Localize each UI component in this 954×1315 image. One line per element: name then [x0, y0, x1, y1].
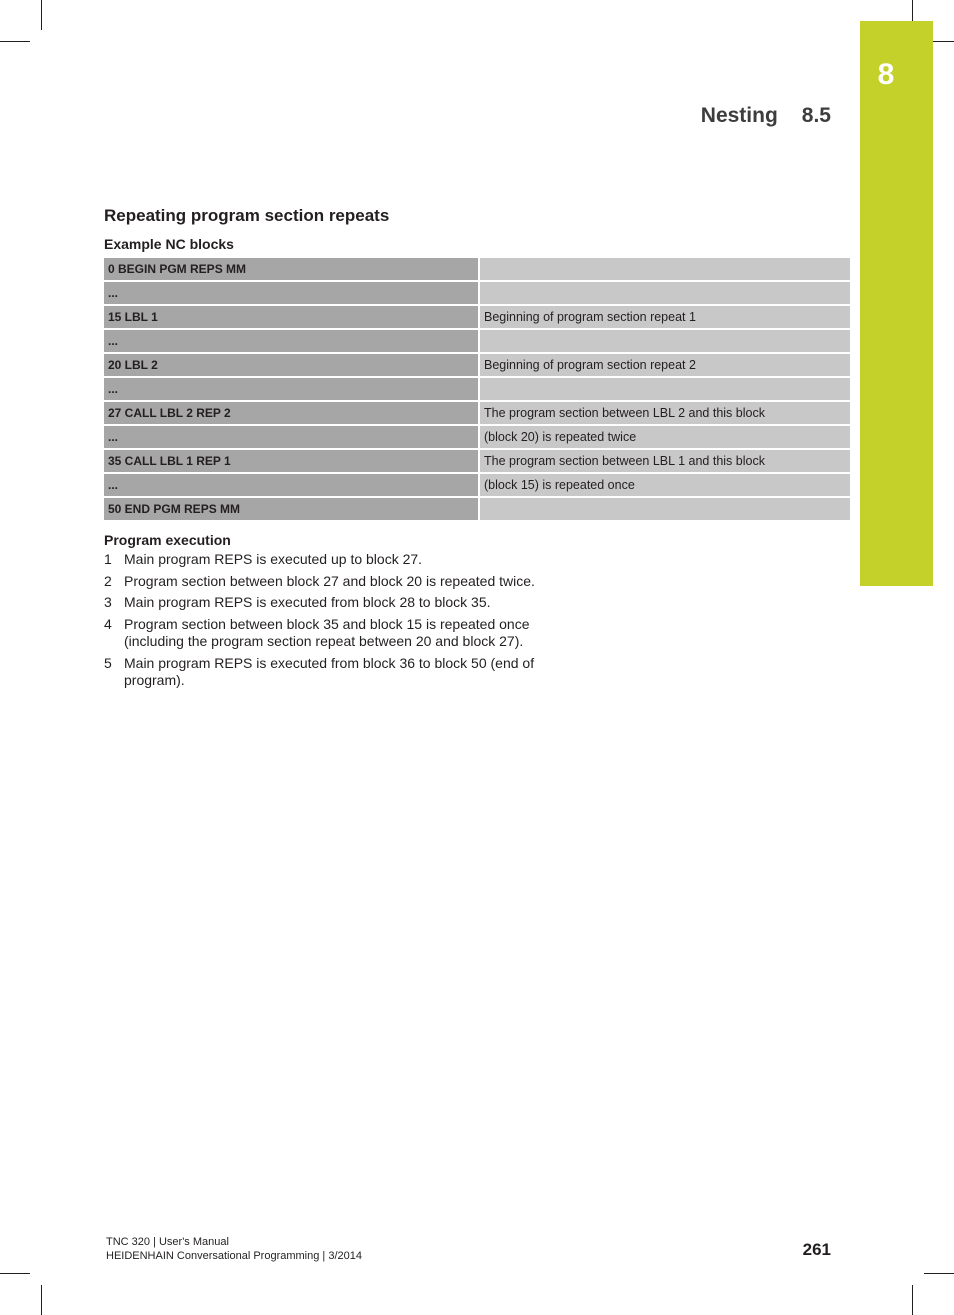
nc-block-row	[104, 498, 850, 520]
nc-block-comment: Beginning of program section repeat 2	[480, 354, 850, 376]
execution-step-text: Main program REPS is executed from block 36 to block 50 (end of program).	[124, 654, 535, 688]
footer	[106, 1235, 362, 1263]
nc-block-comment: (block 15) is repeated once	[480, 474, 850, 496]
crop-mark-top-left-vertical	[41, 0, 42, 30]
nc-block-comment	[480, 378, 850, 400]
nc-block-code: 15 LBL 1	[104, 306, 478, 328]
execution-step	[104, 573, 544, 591]
nc-block-row	[104, 426, 850, 448]
execution-step	[104, 616, 544, 651]
nc-block-comment: Beginning of program section repeat 1	[480, 306, 850, 328]
nc-blocks-table	[104, 258, 850, 522]
nc-block-code: 50 END PGM REPS MM	[104, 498, 478, 520]
nc-block-code: 0 BEGIN PGM REPS MM	[104, 258, 478, 280]
execution-step	[104, 594, 544, 612]
nc-block-code: 27 CALL LBL 2 REP 2	[104, 402, 478, 424]
execution-step-number: 5	[104, 654, 112, 671]
nc-block-row	[104, 378, 850, 400]
chapter-tab	[860, 21, 933, 586]
section-title: Repeating program section repeats	[104, 206, 390, 225]
execution-step	[104, 551, 544, 569]
execution-step-number: 2	[104, 572, 112, 589]
nc-block-comment	[480, 498, 850, 520]
execution-step-number: 3	[104, 594, 112, 610]
page-number: 261	[802, 1240, 831, 1259]
crop-mark-bottom-left-horizontal	[0, 1273, 30, 1274]
execution-steps-list	[104, 551, 544, 694]
crop-mark-bottom-right-horizontal	[924, 1273, 954, 1274]
nc-block-code: ...	[104, 330, 478, 352]
crop-mark-top-left-horizontal	[0, 41, 30, 42]
nc-block-row	[104, 258, 850, 280]
nc-block-comment: The program section between LBL 1 and this block	[480, 450, 850, 472]
footer-line-1: TNC 320 | User's Manual	[106, 1236, 229, 1248]
nc-block-code: ...	[104, 282, 478, 304]
nc-block-comment	[480, 282, 850, 304]
execution-step	[104, 655, 544, 690]
nc-block-comment: (block 20) is repeated twice	[480, 426, 850, 448]
nc-block-row	[104, 306, 850, 328]
nc-block-code: ...	[104, 378, 478, 400]
nc-block-row	[104, 402, 850, 424]
nc-block-comment	[480, 330, 850, 352]
example-title: Example NC blocks	[104, 236, 234, 252]
running-head	[701, 104, 831, 128]
nc-block-row	[104, 282, 850, 304]
nc-block-row	[104, 354, 850, 376]
running-head-section: 8.5	[801, 104, 831, 127]
execution-step-text: Program section between block 27 and block 20 is repeated twice.	[124, 572, 535, 589]
nc-block-comment	[480, 258, 850, 280]
nc-block-row	[104, 474, 850, 496]
crop-mark-bottom-left-vertical	[41, 1285, 42, 1315]
execution-step-number: 4	[104, 615, 112, 632]
execution-step-text: Main program REPS is executed up to block 27.	[124, 551, 423, 567]
nc-block-code: 20 LBL 2	[104, 354, 478, 376]
crop-mark-bottom-right-vertical	[912, 1285, 913, 1315]
execution-step-number: 1	[104, 551, 112, 567]
execution-step-text: Main program REPS is executed from block 28 to block 35.	[124, 594, 491, 610]
nc-block-code: ...	[104, 426, 478, 448]
nc-block-code: ...	[104, 474, 478, 496]
execution-title: Program execution	[104, 532, 231, 548]
nc-block-row	[104, 450, 850, 472]
running-head-title: Nesting	[700, 104, 778, 127]
execution-step-text: Program section between block 35 and block 15 is repeated once (including the program section repeat between 20 and block 27).	[124, 615, 530, 649]
chapter-tab-number: 8	[877, 58, 895, 91]
footer-line-2: HEIDENHAIN Conversational Programming | 3/2014	[106, 1250, 362, 1262]
nc-block-code: 35 CALL LBL 1 REP 1	[104, 450, 478, 472]
nc-block-comment: The program section between LBL 2 and this block	[480, 402, 850, 424]
nc-block-row	[104, 330, 850, 352]
